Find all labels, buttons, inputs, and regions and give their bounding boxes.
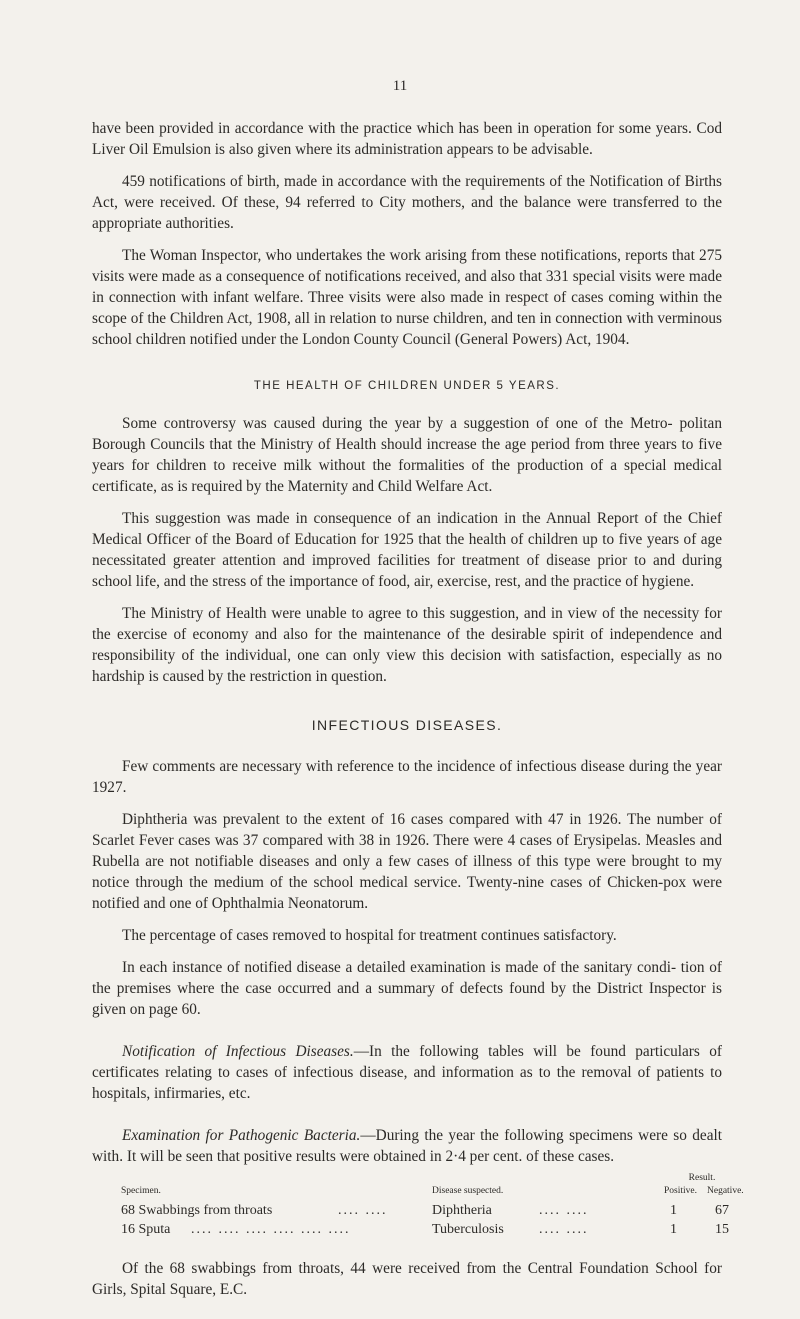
- row-2-disease: Tuberculosis: [432, 1222, 504, 1237]
- header-result: Result.: [688, 1173, 716, 1183]
- paragraph-examination: [92, 1125, 722, 1167]
- header-disease: Disease suspected.: [432, 1186, 504, 1196]
- row-2-disease-dots: .... ....: [539, 1222, 589, 1237]
- notification-title: Notification of Infectious Diseases.: [122, 1043, 354, 1060]
- section-heading-children: THE HEALTH OF CHILDREN UNDER 5 YEARS.: [253, 380, 561, 392]
- row-1-disease-dots: .... ....: [539, 1203, 589, 1218]
- page-content: [92, 118, 744, 1311]
- header-specimen: Specimen.: [121, 1186, 161, 1196]
- paragraph-ministry-response: The Ministry of Health were unable to agree to this suggestion, and in view of the necessity for the exercise of economy and also for the maintenance of the desirable spirit of independence and responsibility of the individual, one can only view this decision with satisfaction, especially as no hardship is caused by the restriction in question.: [92, 605, 722, 685]
- paragraph-notifications-of-birth: 459 notifications of birth, made in accordance with the requirements of the Notification of Births Act, were received. Of these, 94 referred to City mothers, and the balance were transferred to the appropriate authorities.: [92, 173, 722, 232]
- row-1-specimen-dots: .... ....: [338, 1203, 388, 1218]
- row-1-negative: 67: [715, 1203, 729, 1218]
- paragraph-closing: Of the 68 swabbings from throats, 44 were received from the Central Foundation School for Girls, Spital Square, E.C.: [92, 1260, 722, 1298]
- page-number: 11: [392, 78, 408, 94]
- row-1-positive: 1: [670, 1203, 677, 1218]
- row-2-specimen-dots: .... .... .... .... .... ....: [191, 1222, 351, 1237]
- notification-text: —In the following tables will be found particulars of certificates relating to cases of infectious disease, and information as to the removal of patients to hospitals, infirmaries, etc.: [92, 1043, 722, 1102]
- paragraph-woman-inspector: The Woman Inspector, who undertakes the work arising from these notifications, reports that 275 visits were made as a consequence of notifications received, and also that 331 special visits were made in connection with infant welfare. Three visits were also made in respect of cases coming within the scope of the Children Act, 1908, all in relation to nurse children, and ten in connection with verminous school children notified under the London County Council (General Powers) Act, 1904.: [92, 247, 722, 348]
- row-2-specimen: 16 Sputa: [121, 1222, 171, 1237]
- examination-text: —During the year the following specimens were so dealt with. It will be seen that positive results were obtained in 2·4 per cent. of these cases.: [92, 1127, 722, 1165]
- paragraph-diphtheria: Diphtheria was prevalent to the extent of 16 cases compared with 47 in 1926. The number of Scarlet Fever cases was 37 compared with 38 in 1926. There were 4 cases of Erysipelas. Measles and Rubella are not notifiable diseases and only a few cases of illness of this type were brought to my notice through the medium of the school medical service. Twenty-nine cases of Chicken-pox were notified and one of Ophthalmia Neonatorum.: [92, 811, 722, 912]
- specimen-table: [92, 1172, 744, 1264]
- header-negative: Negative.: [707, 1186, 744, 1196]
- header-positive: Positive.: [664, 1186, 697, 1196]
- paragraph-few-comments: Few comments are necessary with reference to the incidence of infectious disease during the year 1927.: [92, 758, 722, 796]
- paragraph-controversy: Some controversy was caused during the year by a suggestion of one of the Metro- politan Borough Councils that the Ministry of Health should increase the age period from three years to five years for children to receive milk without the formalities of the production of a special medical certificate, as is required by the Maternity and Child Welfare Act.: [92, 415, 722, 495]
- examination-title: Examination for Pathogenic Bacteria.: [122, 1127, 361, 1144]
- row-2-positive: 1: [670, 1222, 677, 1237]
- section-heading-infectious: INFECTIOUS DISEASES.: [311, 717, 503, 733]
- row-1-disease: Diphtheria: [432, 1203, 492, 1218]
- row-1-specimen: 68 Swabbings from throats: [121, 1203, 273, 1218]
- row-2-negative: 15: [715, 1222, 729, 1237]
- paragraph-sanitary-examination: In each instance of notified disease a detailed examination is made of the sanitary condi- tion of the premises where the case occurred and a summary of defects found by the District Inspector is given on page 60.: [92, 959, 722, 1018]
- paragraph-notification: [92, 1041, 722, 1104]
- paragraph-percentage: The percentage of cases removed to hospital for treatment continues satisfactory.: [122, 927, 617, 944]
- paragraph-continuation: have been provided in accordance with the practice which has been in operation for some years. Cod Liver Oil Emulsion is also given where its administration appears to be advisable.: [92, 120, 722, 158]
- paragraph-suggestion: This suggestion was made in consequence of an indication in the Annual Report of the Chief Medical Officer of the Board of Education for 1925 that the health of children up to five years of age necessitated greater attention and improved facilities for treatment of disease prior to and during school life, and the stress of the importance of food, air, exercise, rest, and the practice of hygiene.: [92, 510, 722, 590]
